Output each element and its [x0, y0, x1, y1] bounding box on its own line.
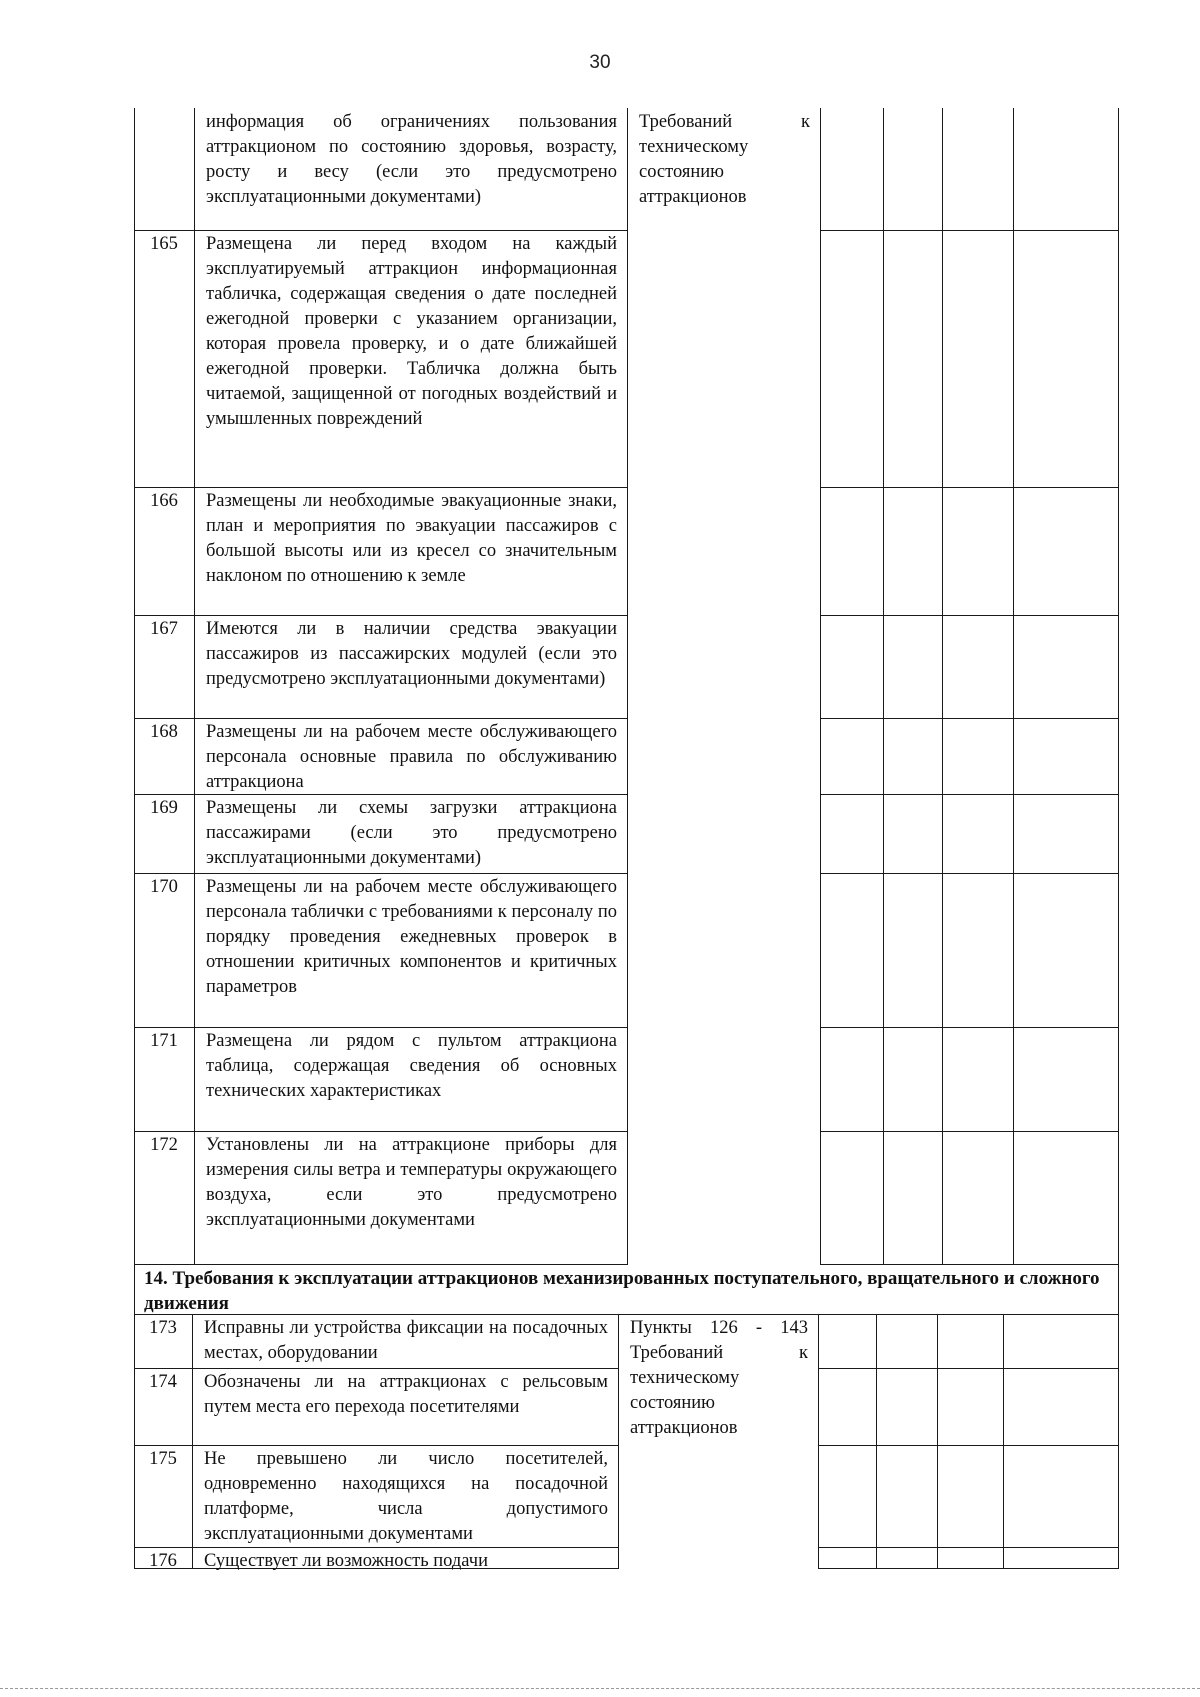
- check-cell: [942, 615, 1013, 718]
- item-question: Размещены ли схемы загрузки аттракциона пассажирами (если это предусмотрено эксплуатационными документами): [206, 798, 617, 868]
- check-cell: [1013, 615, 1118, 718]
- check-cell: [820, 230, 883, 487]
- item-question: Исправны ли устройства фиксации на посадочных местах, оборудовании: [204, 1318, 608, 1363]
- item-question: информация об ограничениях пользования аттракционом по состоянию здоровья, возрасту, росту и весу (если это предусмотрено эксплуатационными документами): [206, 112, 617, 207]
- section-heading: 14. Требования к эксплуатации аттракционов механизированных поступательного, вращательного и сложного движения: [144, 1268, 1100, 1314]
- item-question: Не превышено ли число посетителей, одновременно находящихся на посадочной платформе, числа допустимого эксплуатационными документами: [204, 1449, 608, 1544]
- scan-edge-rule: [0, 1688, 1200, 1689]
- item-question: Обозначены ли на аттракционах с рельсовым путем места его перехода посетителями: [204, 1372, 608, 1417]
- requirement-reference: Пункты 126 - 143 Требований к техническому состоянию аттракционов: [630, 1318, 808, 1438]
- item-number: 173: [149, 1318, 177, 1338]
- check-cell: [818, 1368, 876, 1445]
- check-cell: [820, 615, 883, 718]
- check-cell: [818, 1445, 876, 1547]
- check-cell: [942, 718, 1013, 794]
- check-cell: [1003, 1314, 1118, 1368]
- check-cell: [937, 1445, 1003, 1547]
- check-cell: [1013, 873, 1118, 1027]
- table-rule: [1118, 108, 1119, 1264]
- item-number: 166: [150, 491, 178, 511]
- check-cell: [820, 718, 883, 794]
- check-cell: [1013, 718, 1118, 794]
- check-cell: [937, 1314, 1003, 1368]
- item-question: Установлены ли на аттракционе приборы для измерения силы ветра и температуры окружающего воздуха, если это предусмотрено эксплуатационными документами: [206, 1135, 617, 1230]
- item-number: 174: [149, 1372, 177, 1392]
- item-question: Существует ли возможность подачи: [204, 1551, 488, 1571]
- check-cell: [876, 1445, 937, 1547]
- item-number: 172: [150, 1135, 178, 1155]
- check-cell: [883, 615, 942, 718]
- check-cell: [876, 1314, 937, 1368]
- item-question: Размещена ли перед входом на каждый эксплуатируемый аттракцион информационная табличка, содержащая сведения о дате последней ежегодной проверки с указанием организации, которая провела проверку, и о дате ближайшей ежегодной проверки. Табличка должна быть читаемой, защищенной от погодных воздействий и умышленных повреждений: [206, 234, 617, 429]
- page-number: 30: [589, 52, 611, 73]
- check-cell: [1003, 1368, 1118, 1445]
- check-cell: [1013, 1131, 1118, 1264]
- check-cell: [883, 230, 942, 487]
- table-rule: [818, 1568, 1119, 1569]
- check-cell: [942, 794, 1013, 873]
- check-cell: [883, 718, 942, 794]
- item-number: [134, 108, 194, 230]
- check-cell: [942, 487, 1013, 615]
- check-cell: [818, 1314, 876, 1368]
- item-question: Размещены ли на рабочем месте обслуживающего персонала основные правила по обслуживанию аттракциона: [206, 722, 617, 792]
- check-cell: [1013, 487, 1118, 615]
- check-cell: [883, 873, 942, 1027]
- item-number: 169: [150, 798, 178, 818]
- item-question: Размещены ли на рабочем месте обслуживающего персонала таблички с требованиями к персоналу по порядку проведения ежедневных проверок в отношении критичных компонентов и критичных параметров: [206, 877, 617, 997]
- check-cell: [937, 1547, 1003, 1568]
- check-cell: [820, 794, 883, 873]
- check-cell: [820, 873, 883, 1027]
- check-cell: [876, 1368, 937, 1445]
- check-cell: [942, 873, 1013, 1027]
- check-cell: [820, 1027, 883, 1131]
- item-number: 168: [150, 722, 178, 742]
- check-cell: [1013, 1027, 1118, 1131]
- item-number: 175: [149, 1449, 177, 1469]
- check-cell: [876, 1547, 937, 1568]
- check-cell: [883, 487, 942, 615]
- item-question: Имеются ли в наличии средства эвакуации пассажиров из пассажирских модулей (если это предусмотрено эксплуатационными документами): [206, 619, 617, 689]
- check-cell: [820, 1131, 883, 1264]
- check-cell: [942, 230, 1013, 487]
- item-number: 165: [150, 234, 178, 254]
- item-question: Размещены ли необходимые эвакуационные знаки, план и мероприятия по эвакуации пассажиров с большой высоты или из кресел со значительным наклоном по отношению к земле: [206, 491, 617, 586]
- table-rule: [627, 108, 628, 1264]
- check-cell: [883, 794, 942, 873]
- check-cell: [937, 1368, 1003, 1445]
- check-cell: [942, 1131, 1013, 1264]
- check-cell: [942, 1027, 1013, 1131]
- item-number: 167: [150, 619, 178, 639]
- check-cell: [818, 1547, 876, 1568]
- check-cell: [1003, 1547, 1118, 1568]
- item-number: 176: [149, 1551, 177, 1571]
- check-cell: [1003, 1445, 1118, 1547]
- check-cell: [883, 1131, 942, 1264]
- table-rule: [1118, 1264, 1119, 1314]
- check-cell: [1013, 230, 1118, 487]
- table-rule: [1118, 1314, 1119, 1568]
- check-cell: [1013, 794, 1118, 873]
- check-cell: [883, 1027, 942, 1131]
- item-question: Размещена ли рядом с пультом аттракциона таблица, содержащая сведения об основных технических характеристиках: [206, 1031, 617, 1101]
- check-cell: [820, 487, 883, 615]
- item-number: 171: [150, 1031, 178, 1051]
- requirement-reference: Требований к техническому состоянию аттракционов: [639, 112, 810, 207]
- item-number: 170: [150, 877, 178, 897]
